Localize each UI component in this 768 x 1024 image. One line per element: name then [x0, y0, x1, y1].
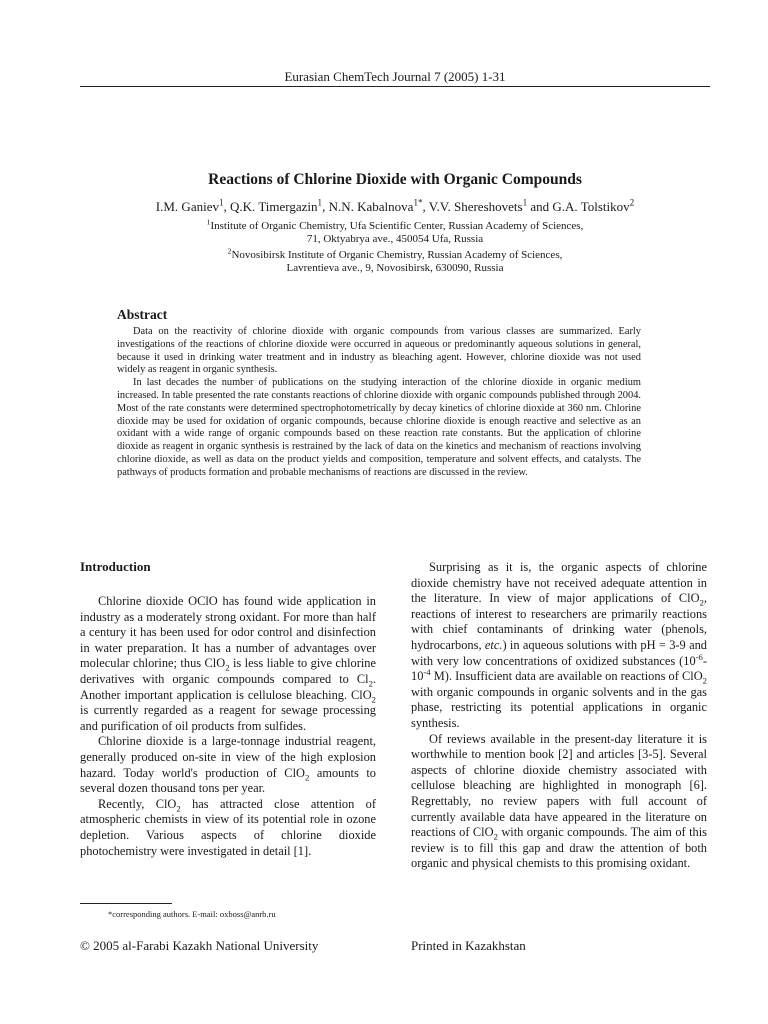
text-run: Chlorine dioxide is a large-tonnage industrial reagent, generally produced on-site in view of the high explosion hazard. Today world's production of ClO	[80, 734, 376, 780]
author-affil-mark: 1*	[413, 197, 423, 208]
affiliation-line: Institute of Organic Chemistry, Ufa Scientific Center, Russian Academy of Sciences,	[210, 220, 584, 232]
author-affil-mark: 1	[317, 197, 323, 208]
body-paragraph	[411, 560, 707, 732]
author-name: I.M. Ganiev	[155, 199, 219, 214]
paper-title: Reactions of Chlorine Dioxide with Organic Compounds	[208, 171, 582, 188]
text-run: etc.	[484, 637, 503, 652]
superscript: -6	[695, 651, 703, 662]
author-name: V.V. Shereshovets	[428, 199, 523, 214]
text-run: . Another important application is cellulose bleaching. ClO	[80, 671, 376, 702]
right-column	[411, 560, 707, 872]
affiliation-mark: 2	[227, 246, 232, 256]
subscript: 2	[176, 803, 181, 814]
text-run: Surprising as it is, the organic aspects of chlorine dioxide chemistry have not received adequate attention in the literature. In view of major applications of ClO	[411, 560, 707, 606]
subscript: 2	[699, 597, 704, 608]
text-run: with organic compounds. The aim of this review is to fill this gap and draw the attention of both organic and physical chemists to this promising oxidant.	[411, 825, 707, 871]
body-paragraph	[80, 734, 376, 796]
text-run: with organic compounds in organic solvents and in the gas phase, restricting its potential applications in organic synthesis.	[411, 684, 707, 730]
subscript: 2	[702, 675, 707, 686]
superscript: -4	[423, 667, 431, 678]
author-name: N.N. Kabalnova	[328, 199, 414, 214]
text-run: Chlorine dioxide OClO has found wide application in industry as a moderately strong oxidant. For more than half a century it has been used for odor control and disinfection in water preparation. It has a number of advantages over molecular chlorine; thus	[80, 594, 376, 671]
text-run: is less liable to give chlorine derivatives with organic compounds compared to Cl	[80, 656, 376, 686]
affiliation-line: Novosibirsk Institute of Organic Chemistry, Russian Academy of Sciences,	[231, 249, 563, 261]
affiliation-mark: 1	[206, 217, 211, 227]
subscript: 2	[225, 662, 230, 673]
journal-header: Eurasian ChemTech Journal 7 (2005) 1-31	[284, 69, 506, 84]
affiliation-2	[130, 246, 660, 274]
text-run: ClO	[204, 656, 226, 671]
section-heading-introduction: Introduction	[80, 559, 151, 574]
subscript: 2	[493, 831, 498, 842]
abstract-paragraph: Data on the reactivity of chlorine dioxide with organic compounds from various classes are summarized. Early investigations of the reactions of chlorine dioxide were occurred in aqueous or predominantly aqueous solutions in general, because it used in drinking water treatment and in industry as bleaching agent. However, chlorine dioxide was not used widely as reagent in organic synthesis.	[117, 326, 641, 376]
affiliation-1	[130, 217, 660, 245]
text-run: is currently regarded as a reagent for sewage processing and purification of oil products from sulfides.	[80, 703, 376, 733]
body-paragraph	[80, 797, 376, 859]
author-affil-mark: 1	[218, 197, 224, 208]
footer-copyright: © 2005 al-Farabi Kazakh National University	[80, 938, 319, 953]
footnote-rule	[80, 903, 172, 904]
affiliation-line: Lavrentieva ave., 9, Novosibirsk, 630090, Russia	[286, 261, 504, 274]
author-name: G.A. Tolstikov	[552, 199, 630, 214]
subscript: 2	[368, 678, 373, 689]
text-run: Recently, ClO	[98, 796, 177, 811]
footer-printed: Printed in Kazakhstan	[411, 938, 526, 953]
text-run: has attracted close attention of atmospheric chemists in view of its potential role in ozone depletion. Various aspects of chlorine dioxide photochemistry were investigated in detail [1].	[80, 796, 376, 858]
body-paragraph	[80, 594, 376, 734]
header-rule	[80, 86, 710, 87]
footnote: *corresponding authors. E-mail: oxboss@anrb.ru	[108, 909, 276, 919]
left-column	[80, 594, 376, 859]
text-run: amounts to several dozen thousand tons per year.	[80, 765, 376, 796]
body-paragraph	[411, 732, 707, 872]
text-run: M). Insufficient data are available on reactions of ClO	[430, 669, 703, 684]
text-run: , reactions of interest to researchers are primarily reactions with chief contaminants of drinking water (phenols, hydrocarbons,	[411, 591, 707, 652]
abstract-body	[117, 326, 641, 480]
text-run: ) in aqueous solutions with pH = 3-9 and with very low concentrations of oxidized substances (10	[411, 637, 708, 668]
author-name: Q.K. Timergazin	[230, 199, 318, 214]
author-affil-mark: 1	[522, 197, 528, 208]
subscript: 2	[304, 772, 310, 782]
subscript: 2	[371, 694, 376, 705]
text-run: -10	[411, 653, 707, 684]
abstract-heading: Abstract	[117, 307, 168, 322]
author-affil-mark: 2	[629, 197, 635, 208]
affiliation-line: 71, Oktyabrya ave., 450054 Ufa, Russia	[306, 232, 484, 245]
author-list: I.M. Ganiev$^1$, Q.K. Timergazin$^1$, N.N. Kabalnova$^{1*}$, V.V. Shereshovets$^1$ and G.A. Tolstikov$^2$	[155, 197, 635, 214]
text-run: Of reviews available in the present-day literature it is worthwhile to mention book [2] and articles [3-5]. Several aspects of chlorine dioxide chemistry associated with cellulose bleaching are highlighted in monograph [6]. Regrettably, no review papers with full account of currently available data have appeared in the literature on reactions of ClO	[411, 731, 707, 840]
abstract-paragraph: In last decades the number of publications on the studying interaction of the chlorine dioxide in organic medium increased. In table presented the rate constants reactions of chlorine dioxide with organic compounds published through 2004. Most of the rate constants were determined spectrophotometrically by decay kinetics of chlorine dioxide at 360 nm. Chlorine dioxide may be used for oxidation of organic compounds, because chlorine dioxide is enough reactive and selective as an oxidant with a wide range of organic compounds based on these reaction rate constants. But the application of chlorine dioxide as reagent in organic synthesis is restrained by the lack of data on the kinetics and mechanism of reactions involving chlorine dioxide, as well as data on the product yields and composition, temperature and solvent effects, and catalysts. The pathways of products formation and probable mechanisms of reactions are discussed in the review.	[117, 377, 641, 478]
